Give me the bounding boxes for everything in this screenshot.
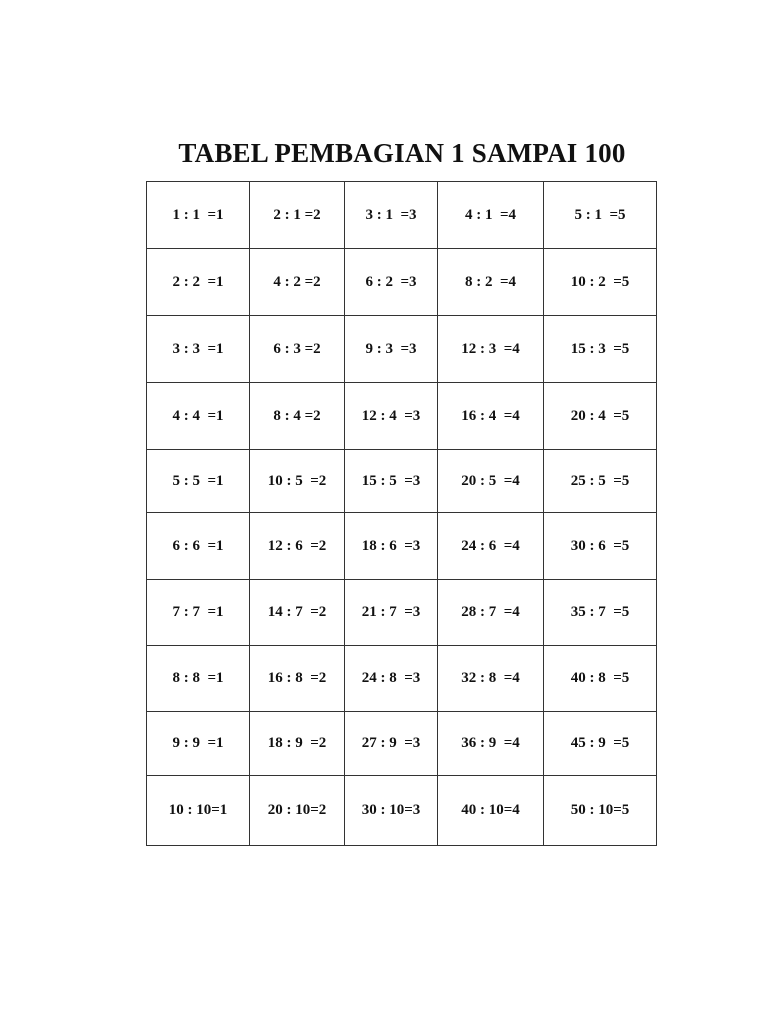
- table-row: [147, 712, 657, 776]
- division-table: [146, 181, 657, 846]
- table-cell: 1 : 1 =1: [147, 182, 250, 249]
- table-cell: 16 : 8 =2: [250, 646, 345, 712]
- table-cell: 10 : 10=1: [147, 776, 250, 846]
- division-table-body: [147, 182, 657, 846]
- table-cell: 15 : 3 =5: [544, 316, 657, 383]
- table-cell: 12 : 3 =4: [438, 316, 544, 383]
- table-cell: 36 : 9 =4: [438, 712, 544, 776]
- table-row: [147, 383, 657, 450]
- table-cell: 27 : 9 =3: [345, 712, 438, 776]
- table-cell: 9 : 3 =3: [345, 316, 438, 383]
- table-cell: 5 : 1 =5: [544, 182, 657, 249]
- table-cell: 14 : 7 =2: [250, 580, 345, 646]
- page-title: TABEL PEMBAGIAN 1 SAMPAI 100: [178, 138, 626, 168]
- table-cell: 4 : 2 =2: [250, 249, 345, 316]
- table-cell: 4 : 1 =4: [438, 182, 544, 249]
- table-cell: 7 : 7 =1: [147, 580, 250, 646]
- table-cell: 30 : 10=3: [345, 776, 438, 846]
- table-cell: 12 : 4 =3: [345, 383, 438, 450]
- table-row: [147, 646, 657, 712]
- table-cell: 24 : 6 =4: [438, 513, 544, 580]
- table-cell: 5 : 5 =1: [147, 450, 250, 513]
- table-cell: 15 : 5 =3: [345, 450, 438, 513]
- table-cell: 8 : 4 =2: [250, 383, 345, 450]
- table-cell: 10 : 2 =5: [544, 249, 657, 316]
- table-cell: 8 : 8 =1: [147, 646, 250, 712]
- table-cell: 32 : 8 =4: [438, 646, 544, 712]
- table-cell: 18 : 9 =2: [250, 712, 345, 776]
- table-cell: 20 : 4 =5: [544, 383, 657, 450]
- table-cell: 2 : 2 =1: [147, 249, 250, 316]
- table-cell: 3 : 1 =3: [345, 182, 438, 249]
- table-cell: 2 : 1 =2: [250, 182, 345, 249]
- table-row: [147, 316, 657, 383]
- table-cell: 30 : 6 =5: [544, 513, 657, 580]
- table-cell: 20 : 10=2: [250, 776, 345, 846]
- table-cell: 21 : 7 =3: [345, 580, 438, 646]
- table-cell: 9 : 9 =1: [147, 712, 250, 776]
- table-cell: 45 : 9 =5: [544, 712, 657, 776]
- table-row: [147, 513, 657, 580]
- table-row: [147, 776, 657, 846]
- table-row: [147, 450, 657, 513]
- table-cell: 4 : 4 =1: [147, 383, 250, 450]
- table-cell: 8 : 2 =4: [438, 249, 544, 316]
- table-cell: 6 : 2 =3: [345, 249, 438, 316]
- table-cell: 25 : 5 =5: [544, 450, 657, 513]
- table-cell: 16 : 4 =4: [438, 383, 544, 450]
- table-cell: 20 : 5 =4: [438, 450, 544, 513]
- table-row: [147, 182, 657, 249]
- table-cell: 18 : 6 =3: [345, 513, 438, 580]
- table-cell: 10 : 5 =2: [250, 450, 345, 513]
- table-cell: 6 : 6 =1: [147, 513, 250, 580]
- table-cell: 40 : 10=4: [438, 776, 544, 846]
- table-cell: 24 : 8 =3: [345, 646, 438, 712]
- table-cell: 6 : 3 =2: [250, 316, 345, 383]
- table-cell: 35 : 7 =5: [544, 580, 657, 646]
- table-row: [147, 249, 657, 316]
- table-cell: 28 : 7 =4: [438, 580, 544, 646]
- table-cell: 12 : 6 =2: [250, 513, 345, 580]
- table-cell: 3 : 3 =1: [147, 316, 250, 383]
- table-cell: 50 : 10=5: [544, 776, 657, 846]
- table-cell: 40 : 8 =5: [544, 646, 657, 712]
- table-row: [147, 580, 657, 646]
